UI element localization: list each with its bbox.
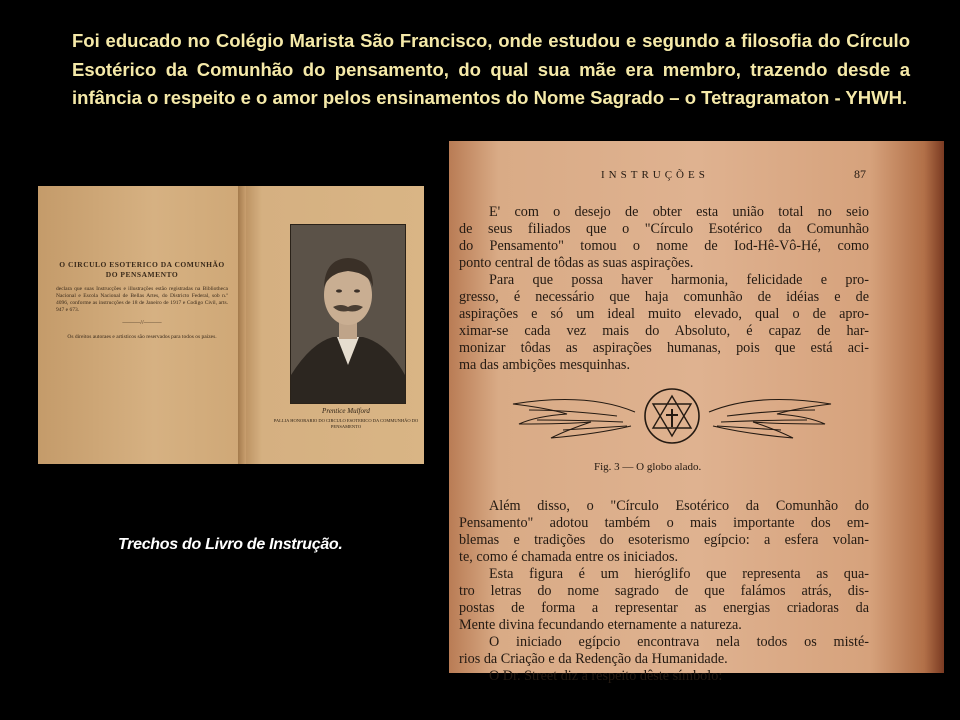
text-line: tro letras do nome sagrado de que falámos atrás, dis-: [459, 583, 869, 599]
portrait-subtitle: PALLIA HONORARIO DO CIRCULO ESOTERICO DA COMMUNHÃO DO PENSAMENTO: [273, 418, 419, 429]
copyright-divider: ———//———: [122, 320, 162, 326]
text-line: Pensamento" adotou também o mais importante dos em-: [459, 515, 869, 531]
text-line: O iniciado egípcio encontrava nela todos os misté-: [489, 634, 869, 650]
text-line: ponto central de tôdas as suas aspirações.: [459, 255, 694, 271]
page-number: 87: [854, 167, 866, 181]
copyright-title: O CIRCULO ESOTERICO DA COMUNHÃO DO PENSAMENTO: [59, 260, 225, 279]
text-line: monizar tôdas as aspirações humanas, pois que está aci-: [459, 340, 869, 356]
text-line: Além disso, o "Círculo Esotérico da Comunhão do: [489, 498, 869, 514]
text-line: aspirações e só um ideal muito elevado, qual o de apro-: [459, 306, 869, 322]
text-line: gresso, é necessário que haja comunhão de idéias e de: [459, 289, 869, 305]
text-line: rios da Criação e da Redenção da Humanidade.: [459, 651, 728, 667]
text-line: Para que possa haver harmonia, felicidade e pro-: [489, 272, 869, 288]
left-book-photo: [38, 186, 424, 464]
portrait-image: [290, 224, 406, 404]
text-line: O Dr. Street diz a respeito dêste símbolo:: [489, 668, 723, 684]
page-header: INSTRUÇÕES: [601, 169, 709, 181]
text-line: blemas e tradições do esoterismo egípcio: a esfera volan-: [459, 532, 869, 548]
text-line: te, como é chamada entre os iniciados.: [459, 549, 679, 565]
winged-globe-figure: [507, 382, 837, 459]
text-line: Mente divina fecundando eternamente a natureza.: [459, 617, 742, 633]
text-line: E' com o desejo de obter esta união total no seio: [489, 204, 869, 220]
text-line: Esta figura é um hieróglifo que representa as qua-: [489, 566, 869, 582]
text-line: postas de forma a representar as energias criadoras da: [459, 600, 869, 616]
intro-paragraph: Foi educado no Colégio Marista São Francisco, onde estudou e segundo a filosofia do Círculo Esotérico da Comunhão do pensamento, do qual sua mãe era membro, trazendo desde a infância o respeito e o amor pelos ensinamentos do Nome Sagrado – o Tetragramaton - YHWH.: [72, 30, 910, 108]
book-spine: [238, 186, 246, 464]
photo-caption: Trechos do Livro de Instrução.: [118, 536, 343, 553]
portrait-name: Prentice Mulford: [322, 407, 370, 415]
text-line: ma das ambições mesquinhas.: [459, 357, 630, 373]
text-line: ximar-se cada vez mais do Absoluto, é capaz de har-: [459, 323, 869, 339]
text-line: do Pensamento" tomou o nome de Iod-Hê-Vô-Hé, como: [459, 238, 869, 254]
copyright-rights: Os direitos autoraes e artisticos são reservados para todos os paizes.: [67, 334, 217, 340]
figure-caption: Fig. 3 — O globo alado.: [594, 461, 702, 473]
right-book-page: [449, 141, 944, 684]
text-line: de seus filiados que o "Círculo Esotérico da Comunhão: [459, 221, 869, 237]
copyright-body: declara que suas Instrucções e illustrações estão registradas na Bibliotheca Nacional e Escola Nacional de Bellas Artes, do Districto Federal, sob n.º 4096, conforme as instrucções de 18 de Janeiro de 1917 e Codigo Civil, arts. 947 e 673.: [56, 286, 228, 313]
copyright-notice: [56, 260, 228, 341]
